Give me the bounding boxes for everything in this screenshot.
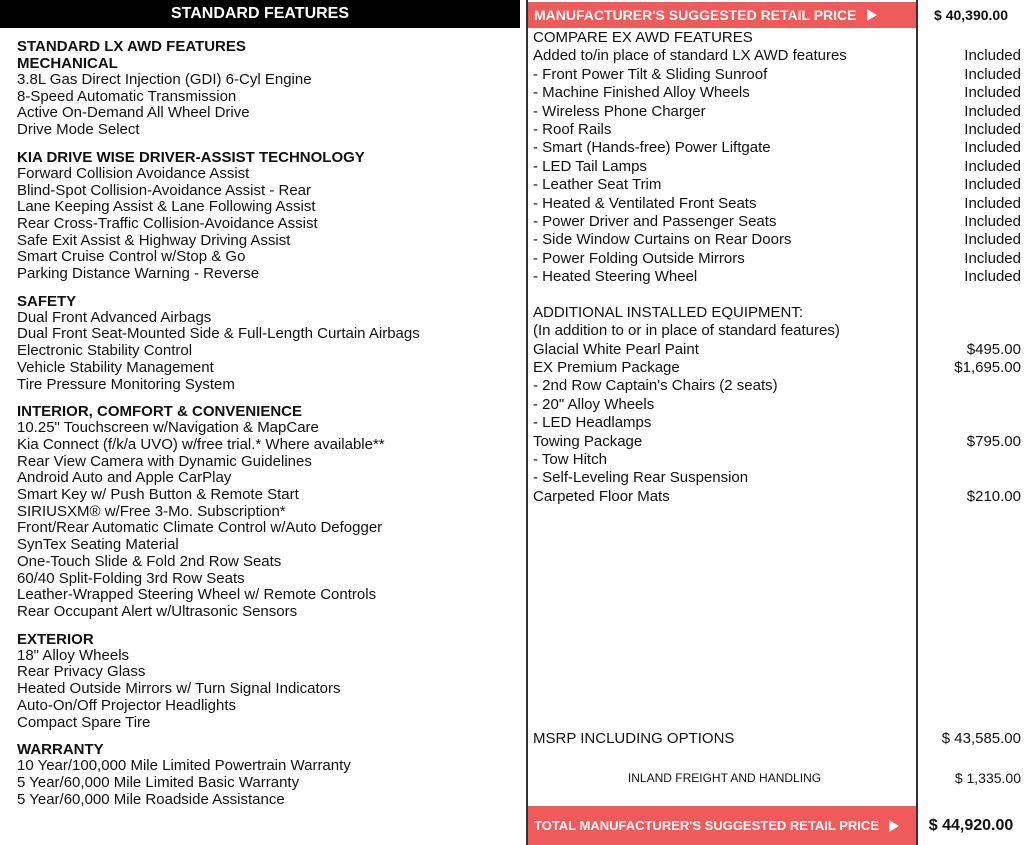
option-label: - Power Folding Outside Mirrors	[533, 249, 745, 267]
option-value: Included	[964, 84, 1021, 102]
option-value	[916, 451, 1021, 469]
option-row	[533, 47, 1021, 65]
option-label: Carpeted Floor Mats	[533, 487, 670, 505]
feature-item: 8-Speed Automatic Transmission	[17, 87, 237, 105]
option-value	[916, 469, 1021, 487]
option-label: EX Premium Package	[533, 358, 680, 376]
feature-item: 60/40 Split-Folding 3rd Row Seats	[17, 569, 245, 587]
option-label: - LED Tail Lamps	[533, 157, 647, 175]
option-value: Included	[964, 47, 1021, 65]
option-row	[533, 341, 1021, 359]
option-row	[533, 176, 1021, 194]
feature-item: Drive Mode Select	[17, 121, 140, 139]
feature-item: Leather-Wrapped Steering Wheel w/ Remote Controls	[17, 586, 377, 604]
additional-subheading-row	[533, 322, 1021, 340]
feature-item: 10 Year/100,000 Mile Limited Powertrain Warranty	[17, 757, 351, 775]
feature-item: Rear Cross-Traffic Collision-Avoidance Assist	[17, 214, 318, 232]
option-value: Included	[964, 102, 1021, 120]
option-row	[533, 195, 1021, 213]
feature-section	[17, 741, 517, 808]
option-value: Included	[964, 213, 1021, 231]
freight-value: $ 1,335.00	[954, 770, 1021, 787]
feature-item: Kia Connect (f/k/a UVO) w/free trial.* Where available**	[17, 435, 385, 453]
total-msrp-banner	[528, 806, 916, 845]
feature-item: Lane Keeping Assist & Lane Following Assist	[17, 198, 316, 216]
base-price: $ 40,390.00	[934, 7, 1008, 23]
feature-item: Dual Front Seat-Mounted Side & Full-Length Curtain Airbags	[17, 325, 420, 343]
option-label: - Leather Seat Trim	[533, 176, 662, 194]
feature-item: Vehicle Stability Management	[17, 358, 214, 376]
option-value: $795.00	[966, 432, 1021, 450]
compare-heading-row	[533, 29, 1021, 47]
freight-row	[533, 769, 1021, 787]
option-row	[533, 488, 1021, 506]
standard-features-header	[0, 0, 520, 28]
feature-item: Forward Collision Avoidance Assist	[17, 164, 250, 182]
option-row	[533, 359, 1021, 377]
option-label: - LED Headlamps	[533, 414, 652, 432]
arrow-right-icon	[889, 820, 899, 832]
option-value: $210.00	[966, 487, 1021, 505]
feature-item: 5 Year/60,000 Mile Limited Basic Warranty	[17, 773, 300, 791]
option-row	[533, 213, 1021, 231]
option-value: $1,695.00	[954, 358, 1021, 376]
feature-item: SynTex Seating Material	[17, 536, 179, 554]
option-row	[533, 84, 1021, 102]
option-value	[916, 396, 1021, 414]
option-value: $495.00	[966, 340, 1021, 358]
option-row	[533, 231, 1021, 249]
option-label: - Power Driver and Passenger Seats	[533, 213, 777, 231]
option-label: - Roof Rails	[533, 121, 612, 139]
section-heading: INTERIOR, COMFORT & CONVENIENCE	[17, 403, 303, 421]
feature-item: SIRIUSXM® w/Free 3-Mo. Subscription*	[17, 502, 286, 520]
total-msrp-label: TOTAL MANUFACTURER'S SUGGESTED RETAIL PRICE	[534, 818, 879, 833]
feature-item: 10.25" Touchscreen w/Navigation & MapCare	[17, 419, 319, 437]
option-label: - Machine Finished Alloy Wheels	[533, 84, 750, 102]
feature-section	[17, 149, 517, 283]
option-value: Included	[964, 139, 1021, 157]
msrp-options-value: $ 43,585.00	[941, 730, 1021, 747]
feature-item: Smart Key w/ Push Button & Remote Start	[17, 486, 299, 504]
additional-heading-row	[533, 304, 1021, 322]
feature-item: Smart Cruise Control w/Stop & Go	[17, 248, 246, 266]
option-label: - Heated & Ventilated Front Seats	[533, 194, 757, 212]
section-heading: KIA DRIVE WISE DRIVER-ASSIST TECHNOLOGY	[17, 148, 365, 166]
option-value: Included	[964, 157, 1021, 175]
option-label: - Tow Hitch	[533, 450, 607, 468]
option-row	[533, 139, 1021, 157]
option-row	[533, 158, 1021, 176]
option-value	[916, 414, 1021, 432]
feature-item: Rear View Camera with Dynamic Guidelines	[17, 452, 312, 470]
option-row	[533, 268, 1021, 286]
feature-item: Active On-Demand All Wheel Drive	[17, 104, 250, 122]
feature-item: Rear Occupant Alert w/Ultrasonic Sensors	[17, 602, 298, 620]
feature-item: 3.8L Gas Direct Injection (GDI) 6-Cyl Engine	[17, 71, 312, 88]
feature-section	[17, 293, 517, 394]
option-row	[533, 377, 1021, 395]
feature-item: Rear Privacy Glass	[17, 663, 146, 681]
standard-features-list	[17, 38, 517, 818]
option-row	[533, 469, 1021, 487]
feature-item: Parking Distance Warning - Reverse	[17, 265, 260, 283]
option-row	[533, 103, 1021, 121]
feature-item: Electronic Stability Control	[17, 342, 193, 360]
freight-label: INLAND FREIGHT AND HANDLING	[627, 771, 822, 786]
section-heading: STANDARD LX AWD FEATURES	[17, 38, 246, 55]
option-label: - 2nd Row Captain's Chairs (2 seats)	[533, 377, 778, 395]
option-label: - Wireless Phone Charger	[533, 102, 706, 120]
option-value: Included	[964, 194, 1021, 212]
standard-features-title: STANDARD FEATURES	[170, 5, 350, 22]
feature-item: Blind-Spot Collision-Avoidance Assist - Rear	[17, 181, 312, 199]
feature-section	[17, 403, 517, 620]
feature-section	[17, 631, 517, 732]
msrp-options-label: MSRP INCLUDING OPTIONS	[533, 730, 735, 747]
feature-item: 18" Alloy Wheels	[17, 646, 130, 664]
option-row	[533, 66, 1021, 84]
option-row	[533, 414, 1021, 432]
option-value: Included	[964, 268, 1021, 286]
options-list	[533, 29, 1021, 506]
feature-item: Auto-On/Off Projector Headlights	[17, 696, 236, 714]
option-row	[533, 121, 1021, 139]
compare-rows	[533, 47, 1021, 286]
option-label: - 20" Alloy Wheels	[533, 395, 655, 413]
option-row	[533, 451, 1021, 469]
option-label: - Heated Steering Wheel	[533, 268, 698, 286]
feature-item: 5 Year/60,000 Mile Roadside Assistance	[17, 790, 285, 808]
msrp-label: MANUFACTURER'S SUGGESTED RETAIL PRICE	[534, 7, 857, 23]
option-row	[533, 433, 1021, 451]
option-label: - Side Window Curtains on Rear Doors	[533, 231, 792, 249]
option-row	[533, 250, 1021, 268]
option-value: Included	[964, 176, 1021, 194]
option-row	[533, 396, 1021, 414]
msrp-banner	[528, 2, 916, 28]
section-heading: EXTERIOR	[17, 630, 94, 648]
section-heading: SAFETY	[17, 292, 77, 310]
feature-item: Front/Rear Automatic Climate Control w/Auto Defogger	[17, 519, 383, 537]
compare-heading: COMPARE EX AWD FEATURES	[533, 29, 753, 46]
feature-item: Tire Pressure Monitoring System	[17, 375, 235, 393]
option-value: Included	[964, 121, 1021, 139]
total-price: $ 44,920.00	[928, 816, 1014, 834]
option-label: Glacial White Pearl Paint	[533, 340, 699, 358]
option-value	[916, 377, 1021, 395]
msrp-options-row	[533, 730, 1021, 748]
option-label: - Self-Leveling Rear Suspension	[533, 469, 749, 487]
feature-item: Dual Front Advanced Airbags	[17, 308, 212, 326]
option-value: Included	[964, 65, 1021, 83]
arrow-right-icon	[867, 9, 877, 21]
feature-section	[17, 38, 517, 55]
option-label: Towing Package	[533, 432, 643, 450]
option-label: Added to/in place of standard LX AWD features	[533, 47, 847, 65]
feature-section	[17, 55, 517, 139]
option-label: - Smart (Hands-free) Power Liftgate	[533, 139, 771, 157]
feature-item: Compact Spare Tire	[17, 713, 151, 731]
feature-item: Heated Outside Mirrors w/ Turn Signal Indicators	[17, 680, 341, 698]
feature-item: Safe Exit Assist & Highway Driving Assist	[17, 231, 291, 249]
section-heading: WARRANTY	[17, 741, 104, 759]
feature-item: One-Touch Slide & Fold 2nd Row Seats	[17, 552, 282, 570]
feature-item: Android Auto and Apple CarPlay	[17, 469, 232, 487]
additional-heading: ADDITIONAL INSTALLED EQUIPMENT:	[533, 303, 804, 321]
section-heading: MECHANICAL	[17, 55, 118, 72]
option-value: Included	[964, 249, 1021, 267]
option-value: Included	[964, 231, 1021, 249]
additional-subheading: (In addition to or in place of standard features)	[533, 322, 840, 340]
column-divider	[526, 0, 528, 845]
option-label: - Front Power Tilt & Sliding Sunroof	[533, 65, 768, 83]
additional-rows	[533, 341, 1021, 507]
totals	[533, 730, 1021, 788]
